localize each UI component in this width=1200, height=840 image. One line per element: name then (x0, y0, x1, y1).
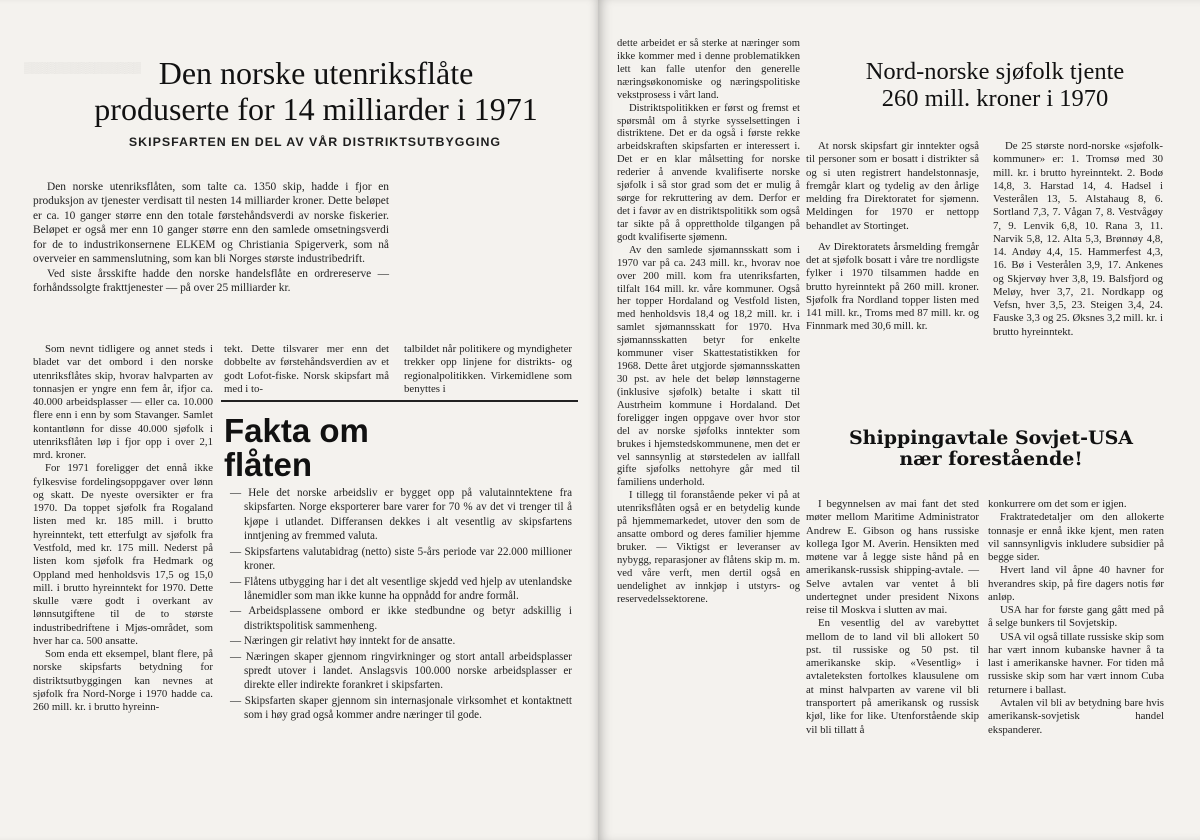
column-paragraph: USA vil også tillate russiske skip som har vært innom kubanske havner å ta last i amerikanske havner. For tiden må russiske skip som har vært innom Cuba returnere i ballast. (988, 630, 1164, 696)
fakta-item: — Skipsfartens valutabidrag (netto) siste 5-års periode var 22.000 millioner kroner. (230, 545, 573, 573)
column-paragraph: Avtalen vil bli av betydning bare hvis amerikansk-sovjetisk handel ekspanderer. (988, 696, 1164, 736)
shipping-column-b (988, 498, 1164, 737)
main-headline (56, 56, 576, 128)
nord-headline (810, 58, 1180, 113)
article-column-3 (404, 343, 572, 396)
column-paragraph: dette arbeidet er så sterke at næringer som ikke kommer med i denne problematikken lett kan falle utenfor den generelle næringsøkonomiske og næringspolitiske vekstprosess i vårt land. (617, 38, 800, 101)
bleed-through-text: ▒▒▒▒▒▒▒▒▒▒▒▒▒▒▒ (24, 62, 141, 74)
headline-line-1: Den norske utenriksflåte (158, 55, 474, 91)
article-column-1 (33, 343, 213, 714)
fakta-item: — Arbeidsplassene ombord er ikke stedbundne og betyr adskillig i distriktspolitisk sammenheng. (230, 605, 572, 632)
dash-icon: — (230, 635, 242, 648)
shipping-column-a (806, 498, 979, 737)
nord-headline-line-2: 260 mill. kroner i 1970 (881, 85, 1109, 113)
column-paragraph: Distriktspolitikken er først og fremst et spørsmål om å styrke sysselsettingen i distriktene. Det er da også i første rekke arbeidskraften skipsfarten er interessert i. Det er en klar målsetting for norske rederier å anvende kvalifiserte norske sjøfolk i så stor grad som det er mulig å sørge for rekruttering av dem. Derfor er det i favør av en distriktspolitikk som også tar sikte på å opprettholde tilgangen på godt kvalifiserte sjømenn. (617, 102, 800, 243)
fakta-item: — Næringen gir relativt høy inntekt for de ansatte. (230, 635, 456, 648)
nord-column-b (993, 140, 1163, 339)
column-paragraph: Av Direktoratets årsmelding fremgår det at sjøfolk bosatt i våre tre nordligste fylker i 1970 tilsammen hadde en brutto hyreinntekt på 260 mill. kroner. Sjøfolk fra Nordland topper listen med 141 mill. kr., Troms med 87 mill. kr. og Finnmark med 30,6 mill. kr. (806, 240, 979, 333)
column-paragraph: Som nevnt tidligere og annet steds i bladet var det ombord i den norske utenriksflåtes skip, hvorav halvparten av tonnasjen er yngre enn fem år, ifjor ca. 40.000 arbeidsplasser — eller ca. 10.000 flere enn i enn by som Stavanger. Samlet kontantlønn for disse 40.000 sjøfolk i utenriksflåten løp i fjor opp i over 2,1 mrd. kroner. (33, 343, 213, 462)
dash-icon: — (230, 650, 242, 663)
headline-line-2: produserte for 14 milliarder i 1971 (94, 90, 538, 127)
intro-text (33, 180, 389, 296)
fakta-list (222, 486, 572, 724)
right-page (598, 0, 1200, 840)
nord-headline-line-1: Nord-norske sjøfolk tjente (865, 58, 1125, 85)
column-paragraph: De 25 største nord-norske «sjøfolk-kommuner» er: 1. Tromsø med 30 mill. kr. i brutto hyreinntekt. 2. Bodø 14,8, 3. Harstad 14, 4. Hadsel i Vesterålen 13, 5. Alstahaug 8, 6. Sortland 7,3, 7. Vågan 7, 8. Vestvågøy 7, 9. Lenvik 6,8, 10. Rana 3, 11. Narvik 5,8, 12. Alta 5,3, Brønnøy 4,8, 14. Andøy 4,4, 15. Hammerfest 4,3, 16. Bø i Vesterålen 3,9, 17. Ankenes og Skjervøy hver 3,8, 19. Balsfjord og Meløy, hver 3,7, 21. Nordkapp og Vefsn, hver 3,5, 23. Steigen 3,4, 24. Fauske 3,3 og 25. Øksnes 3,2 mill. kr. i brutto hyreinntekt. (993, 140, 1163, 338)
fakta-heading-line-2: flåten (224, 445, 313, 483)
column-paragraph: USA har for første gang gått med på å selge bunkers til Sovjetskip. (988, 604, 1164, 630)
fakta-item: — Næringen skaper gjennom ringvirkninger og stort antall arbeidsplasser spredt utover i landet. Anslagsvis 100.000 norske arbeidsplasser er direkte eller indirekte forankret i skipsfarten. (230, 650, 572, 692)
shipping-headline (806, 428, 1176, 471)
article-column-2 (224, 343, 389, 396)
fakta-item: — Flåtens utbygging har i det alt vesentlige skjedd ved hjelp av utenlandske lånemidler som man ikke kunne ha oppnådd for andre formål. (230, 575, 572, 602)
column-paragraph: I begynnelsen av mai fant det sted møter mellom Maritime Administrator Andrew E. Gibson og hans russiske kollega Igor M. Averin. Hensikten med møtene var å legge siste hånd på en amerikansk-russisk shipping-avtale. — Selve avtalen var ventet å bli undertegnet under president Nixons reise til Moskva i slutten av mai. (806, 498, 979, 617)
shipping-headline-line-1: Shippingavtale Sovjet-USA (848, 427, 1134, 449)
shipping-headline-line-2: nær forestående! (899, 448, 1083, 471)
kicker: SKIPSFARTEN EN DEL AV VÅR DISTRIKTSUTBYGGING (128, 135, 502, 149)
left-page (0, 0, 598, 840)
intro-paragraph: Ved siste årsskifte hadde den norske handelsflåte en ordrereserve — forhåndssolgte frakttjenester — på over 25 milliarder kr. (33, 267, 389, 295)
column-paragraph: Fraktratedetaljer om den allokerte tonnasje er ennå ikke kjent, men raten vil sannsynligvis inkludere subsidier på begge sider. (988, 511, 1164, 564)
continued-column (617, 38, 800, 607)
dash-icon: — (230, 575, 242, 588)
intro-paragraph: Den norske utenriksflåten, som talte ca. 1350 skip, hadde i fjor en produksjon av tjenester verdisatt til nesten 14 milliarder kroner. Dette beløpet er ca. 10 ganger større enn den totale førstehåndsverdi av norske fiskerier. Beløpet er også mer enn 10 ganger større enn den samlede omsetningsverdi for de to industrikonsernene ELKEM og Christiania Spigerverk, som nå overveier en sammenslutning, som kan bli Norges største industribedrift. (33, 181, 389, 266)
fakta-item: — Hele det norske arbeidsliv er bygget opp på valutainntektene fra skipsfarten. Norge eksporterer bare varer for 70 % av det vi trenger til å kjøpe i utlandet. Differansen dekkes i alt vesentlig av skipsfartens inntjening av fremmed valuta. (230, 487, 572, 543)
column-paragraph: At norsk skipsfart gir inntekter også til personer som er bosatt i distrikter så og si uten registrert handelstonnasje, fremgår klart og tydelig av den årlige melding fra Direktoratet for sjømenn. Meldingen for 1970 er nettopp behandlet av Stortinget. (806, 140, 979, 232)
fakta-item: — Skipsfarten skaper gjennom sin internasjonale virksomhet et kontaktnett som i høy grad også kommer andre næringer til gode. (230, 694, 572, 722)
column-paragraph: For 1971 foreligger det ennå ikke fylkesvise fordelingsoppgaver over lønn og skatt. De nyeste oversikter er fra 1970. Da toppet sjøfolk fra Rogaland listen med kr. 185 mill. i brutto hyreinntekt, tett etterfulgt av sjøfolk fra Vestfold, med kr. 175 mill. Nederst på listen kom sjøfolk fra Hedmark og Oppland med henholdsvis 17,5 og 15,0 mill. i brutto hyreinntekt for 1970. Dette skulle være godt i overkant av lønnsutgiftene til de to største industribedriftene i Mjøs-området, som hver har ca. 500 ansatte. (33, 462, 213, 647)
dash-icon: — (230, 605, 242, 618)
dash-icon: — (230, 545, 242, 558)
nord-column-a (806, 140, 979, 334)
fakta-heading (224, 414, 369, 481)
dash-icon: — (230, 694, 242, 707)
column-paragraph: talbildet når politikere og myndigheter trekker opp linjene for distrikts- og regionalpolitikken. Virkemidlene som benyttes i (404, 343, 572, 395)
column-paragraph: konkurrere om det som er igjen. (988, 498, 1127, 510)
section-rule (221, 400, 578, 402)
column-paragraph: Av den samlede sjømannsskatt som i 1970 var på ca. 243 mill. kr., hvorav noe over 200 mill. kom fra utenriksfarten, tilfalt 164 mill. kr. våre kommuner. Også her topper Hordaland og Vestfold listen, med henholdsvis 18,4 og 18,2 mill. kr. i samlet sjømannsskatt for 1970. Hva sjømannsskatten betyr for enkelte kommuner viser Skattestatistikken for 1968. Dette året utgjorde sjømannsskatten 30 pst. av hele det beløp lønnstagerne (inklusive sjøfolk) betalte i skatt til Austrheim kommune i Hordaland. Det foreligger ingen oppgave over hvor stor del av norske sjøfolks inntekter som brukes i hjemstedskommunene, men det er vel sannsynlig at størstedelen av iallfall gifte sjøfolks nettohyre går med til familiens underhold. (617, 244, 800, 489)
column-paragraph: I tillegg til foranstående peker vi på at utenriksflåten også er en betydelig kunde på hjemmemarkedet, utover den som de ansatte ombord og deres familier hjemme bruker. — Viktigst er leveranser av nybygg, reparasjoner av flåtens skip m. m. ved våre verft, men dertil også en uendelighet av innkjøp i utstyrs- og reservedelssektorene. (617, 490, 800, 605)
fakta-heading-line-1: Fakta om (224, 412, 369, 449)
column-paragraph: Som enda ett eksempel, blant flere, på norske skipsfarts betydning for distriktsutbyggingen kan nevnes at sjøfolk fra Nord-Norge i 1970 hadde ca. 260 mill. kr. i brutto hyreinn- (33, 648, 213, 714)
column-paragraph: En vesentlig del av varebyttet mellom de to land vil bli allokert 50 pst. til russiske og 50 pst. til amerikanske skip. «Vesentlig» i avtaleteksten fortolkes klausulene om at minst halvparten av varene vil bli transportert på amerikansk og russisk kjøl, like for like. Utenforstående skip vil bli tillatt å (806, 617, 979, 736)
dash-icon: — (230, 487, 242, 499)
column-paragraph: Hvert land vil åpne 40 havner for hverandres skip, på fire dagers notis før anløp. (988, 564, 1164, 603)
column-paragraph: tekt. Dette tilsvarer mer enn det dobbelte av førstehåndsverdien av et godt Lofot-fiske. Norsk skipsfart må med i to- (224, 343, 389, 395)
